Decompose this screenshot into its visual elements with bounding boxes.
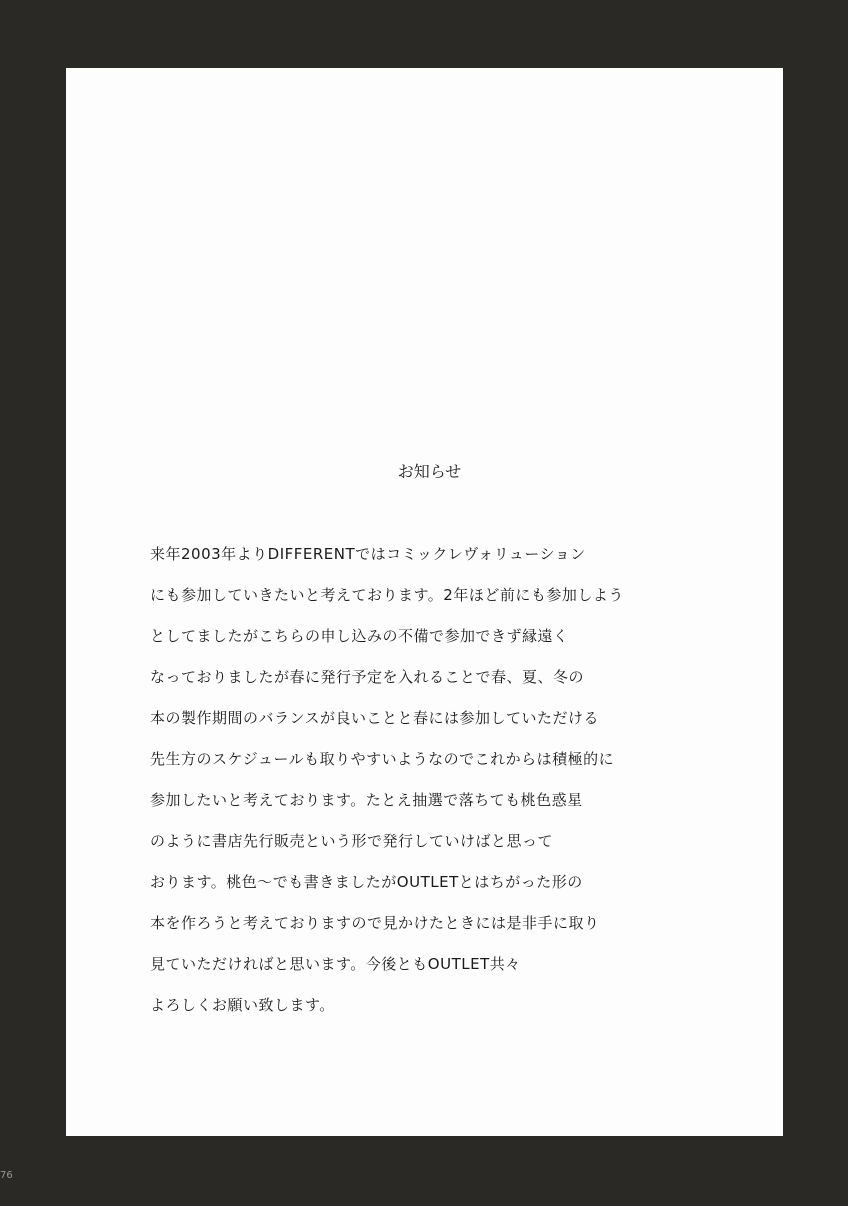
notice-line-2: にも参加していきたいと考えております。2年ほど前にも参加しよう <box>150 586 624 604</box>
notice-line-8: のように書店先行販売という形で発行していけばと思って <box>150 832 554 850</box>
notice-line-5: 本の製作期間のバランスが良いことと春には参加していただける <box>150 709 600 727</box>
notice-line-7: 参加したいと考えております。たとえ抽選で落ちても桃色惑星 <box>150 791 583 809</box>
notice-line-10: 本を作ろうと考えておりますので見かけたときには是非手に取り <box>150 914 600 932</box>
notice-line-11: 見ていただければと思います。今後ともOUTLET共々 <box>150 955 521 973</box>
document-page <box>66 68 783 1136</box>
notice-line-12: よろしくお願い致します。 <box>150 996 335 1014</box>
notice-line-9: おります。桃色～でも書きましたがOUTLETとはちがった形の <box>150 873 583 891</box>
notice-body <box>150 544 770 1036</box>
notice-line-1: 来年2003年よりDIFFERENTではコミックレヴォリューション <box>150 545 586 563</box>
notice-line-3: としてましたがこちらの申し込みの不備で参加できず縁遠く <box>150 627 569 645</box>
notice-line-6: 先生方のスケジュールも取りやすいようなのでこれからは積極的に <box>150 750 615 768</box>
page-number: 76 <box>0 1170 13 1181</box>
notice-title: お知らせ <box>397 462 462 481</box>
notice-line-4: なっておりましたが春に発行予定を入れることで春、夏、冬の <box>150 668 585 686</box>
